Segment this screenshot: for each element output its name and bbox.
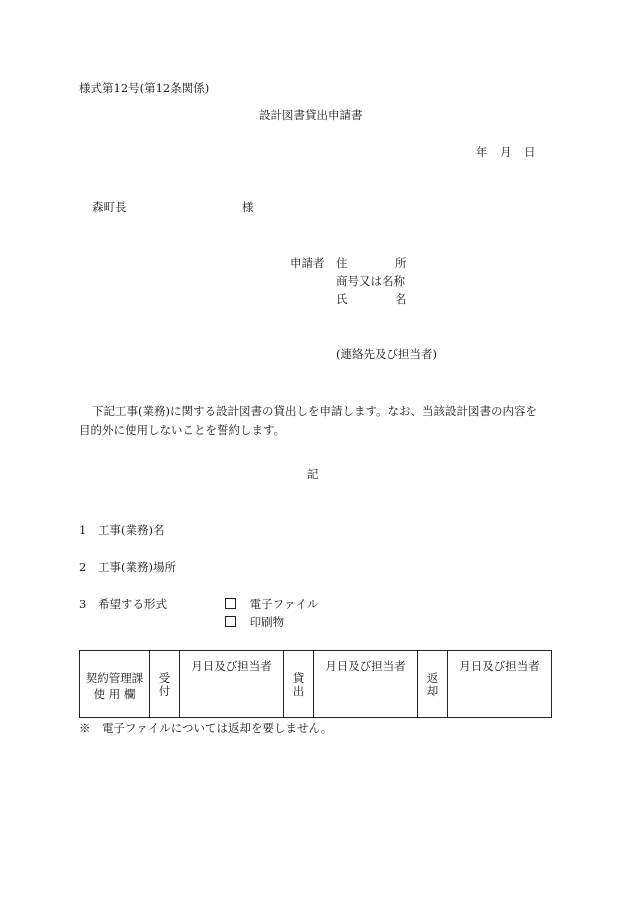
loan-char-2: 出 (292, 684, 305, 698)
section-line-2: 使 用 欄 (93, 687, 136, 701)
option-print-label: 印刷物 (249, 615, 285, 629)
form-number: 様式第12号(第12条関係) (79, 81, 210, 95)
loan-label-cell (284, 651, 314, 718)
address-label-2: 所 (395, 256, 407, 270)
date-year: 年 (476, 145, 488, 159)
checkbox-print[interactable] (225, 616, 236, 627)
item-label: 希望する形式 (98, 597, 167, 611)
date-month: 月 (500, 145, 512, 159)
receipt-date-label: 月日及び担当者 (191, 659, 272, 673)
item-number: 1 (79, 523, 87, 537)
section-line-1: 契約管理課 (85, 671, 144, 685)
usage-table (79, 650, 552, 718)
return-date-label: 月日及び担当者 (459, 659, 540, 673)
receipt-label-cell (150, 651, 180, 718)
note: ※ 電子ファイルについては返却を要しません。 (79, 721, 333, 735)
body-line-2: 目的外に使用しないことを誓約します。 (79, 423, 286, 437)
addressee-honorific: 様 (242, 200, 254, 214)
return-label-cell (418, 651, 448, 718)
option-electronic[interactable] (225, 597, 318, 611)
item-number: 2 (79, 560, 87, 574)
receipt-char-2: 付 (158, 684, 171, 698)
loan-char-1: 貸 (292, 671, 305, 685)
addressee-name: 森町長 (92, 200, 127, 214)
name-label-1: 氏 (336, 292, 348, 306)
address-label-1: 住 (336, 256, 348, 270)
company-label: 商号又は名称 (336, 274, 405, 288)
loan-date-cell[interactable] (314, 651, 418, 718)
loan-date-label: 月日及び担当者 (325, 659, 406, 673)
item-label: 工事(業務)名 (98, 523, 165, 537)
applicant-label: 申請者 (290, 256, 325, 270)
body-line-1: 下記工事(業務)に関する設計図書の貸出しを申請します。なお、当該設計図書の内容を (92, 404, 538, 418)
date-day: 日 (524, 145, 536, 159)
document-title: 設計図書貸出申請書 (259, 108, 363, 122)
return-char-2: 却 (426, 684, 439, 698)
name-label-2: 名 (395, 292, 407, 306)
receipt-char-1: 受 (158, 671, 171, 685)
return-char-1: 返 (426, 671, 439, 685)
receipt-date-cell[interactable] (180, 651, 284, 718)
item-label: 工事(業務)場所 (98, 560, 176, 574)
section-cell (80, 651, 150, 718)
option-print[interactable] (225, 615, 284, 629)
contact-label: (連絡先及び担当者) (336, 347, 437, 361)
return-date-cell[interactable] (448, 651, 552, 718)
checkbox-electronic[interactable] (225, 598, 236, 609)
ki-heading: 記 (307, 467, 319, 481)
item-number: 3 (79, 597, 87, 611)
option-electronic-label: 電子ファイル (249, 597, 319, 611)
